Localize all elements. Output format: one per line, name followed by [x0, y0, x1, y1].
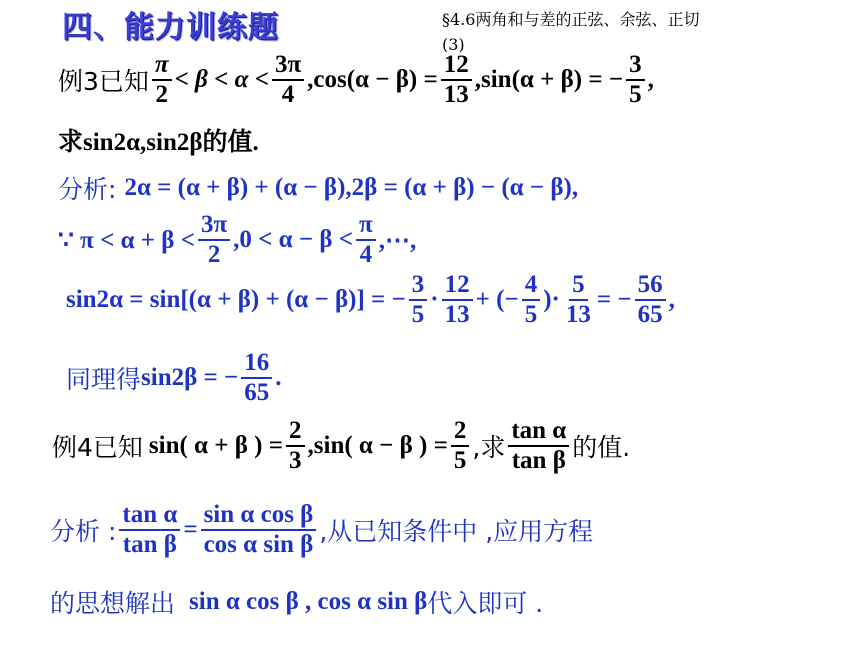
section-heading-sub: (3)	[442, 35, 465, 54]
example3-question: 求sin2α,sin2β的值.	[58, 129, 259, 156]
fraction: $\frac{5}{13}$	[565, 271, 591, 329]
analysis-label: 分析:	[58, 175, 117, 204]
fraction: $\frac{\text{tan α}}{\text{tan β}}$	[508, 418, 569, 475]
fraction: $\frac{3}{5}$	[626, 52, 645, 109]
question-tail: 的值.	[572, 433, 631, 463]
section-heading: §4.6两角和与差的正弦、余弦、正切	[442, 10, 700, 29]
analysis4-line2	[50, 584, 543, 620]
range-condition: ∵ π < α + β <	[58, 227, 195, 255]
inequality: < β < α <	[174, 66, 269, 94]
example4-line	[52, 418, 630, 475]
fraction: $\frac{3}{5}$	[409, 272, 428, 329]
fraction: $\frac{\pi}{4}$	[356, 212, 376, 269]
method-text: 的思想解出	[50, 589, 176, 618]
solve-expression: sin α cos β , cos α sin β	[189, 588, 428, 615]
range-condition-mid: ,0 < α − β <	[233, 226, 354, 254]
fraction: $\frac{12}{13}$	[442, 272, 473, 329]
example3-label: 例3已知	[58, 67, 149, 97]
analysis3-line3	[66, 272, 675, 329]
fraction: $\frac{2}{5}$	[451, 418, 470, 475]
fraction: $\frac{\text{tan α}}{\text{tan β}}$	[119, 502, 180, 559]
sin-diff-condition: ,sin( α − β ) =	[307, 432, 448, 460]
example3-line	[58, 52, 654, 109]
analysis3-line1	[58, 170, 578, 206]
angle-decomposition: 2α = (α + β) + (α − β),2β = (α + β) − (α − β),	[124, 174, 579, 201]
fraction: $\frac{16}{65}$	[241, 350, 272, 407]
fraction: $\frac{3\pi}{2}$	[198, 212, 230, 269]
sin-condition: ,sin(α + β) = −	[474, 66, 624, 94]
method-text: 代入即可 .	[427, 589, 544, 618]
comma: ,	[668, 286, 675, 314]
fraction: $\frac{2}{3}$	[286, 418, 305, 475]
fraction: $\frac{56}{65}$	[635, 272, 666, 329]
equals: = −	[596, 286, 632, 314]
fraction: $\frac{\pi}{2}$	[152, 52, 172, 109]
cos-condition: ,cos(α − β) =	[307, 66, 438, 94]
question-word: ,求	[472, 433, 506, 463]
period: .	[275, 364, 282, 392]
similarly-label: 同理得	[66, 365, 142, 395]
fraction: $\frac{\text{sin α cos β}}{\text{cos α sin β}}$	[201, 502, 317, 559]
ellipsis: ,⋯,	[378, 227, 417, 255]
equals: =	[183, 516, 198, 544]
example4-label: 例4已知	[52, 433, 143, 463]
method-text: ,从已知条件中 ,应用方程	[319, 517, 594, 547]
sin2a-expansion: sin2α = sin[(α + β) + (α − β)] = −	[66, 286, 406, 314]
fraction: $\frac{3\pi}{4}$	[272, 52, 304, 109]
comma: ,	[647, 66, 654, 94]
dot: ·	[430, 286, 439, 314]
close-paren: )·	[543, 286, 560, 314]
analysis4-line1	[50, 502, 593, 559]
fraction: $\frac{12}{13}$	[441, 52, 472, 109]
analysis3-line2	[58, 212, 416, 269]
sin-sum-condition: sin( α + β ) =	[148, 432, 284, 460]
analysis-label: 分析 :	[50, 517, 117, 547]
sin2b-result: sin2β = −	[141, 364, 239, 392]
analysis3-line4	[66, 350, 282, 407]
plus-sign: + (−	[475, 286, 519, 314]
page-title: 四、能力训练题	[62, 10, 279, 45]
fraction: $\frac{4}{5}$	[522, 272, 541, 329]
